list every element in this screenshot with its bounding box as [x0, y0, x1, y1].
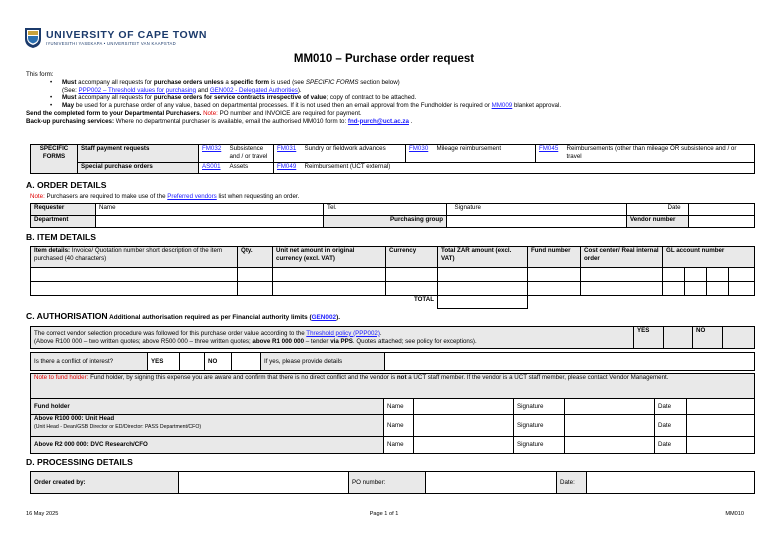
backup-instructions: Back-up purchasing services: Where no departmental purchaser is available, email the authorised MM010 form to: fnd-purch@uct.ac.za . [26, 117, 413, 125]
conflict-details-field[interactable] [385, 353, 755, 371]
link-fm049[interactable]: FM049 [277, 163, 297, 170]
this-form-label: This form: [26, 71, 54, 78]
footer-code: MM010 [725, 511, 744, 517]
col-gl-account: GL account number [663, 247, 755, 268]
link-gen002[interactable]: GEN002 - Delegated Authorities [209, 86, 298, 94]
page-title: MM010 – Purchase order request [293, 53, 475, 65]
date-field[interactable] [689, 204, 755, 216]
dvc-signature-field[interactable] [565, 437, 655, 454]
university-name: UNIVERSITY OF CAPE TOWN [46, 28, 208, 41]
preferred-vendors-link[interactable]: Preferred vendors [167, 193, 217, 200]
date-label: Date [655, 399, 687, 415]
link-fm045[interactable]: FM045 [539, 145, 559, 152]
dvc-research-label: Above R2 000 000: DVC Research/CFO [31, 437, 384, 454]
staff-payment-requests: Staff payment requests [78, 145, 199, 163]
special-purchase-orders: Special purchase orders [78, 163, 199, 174]
col-total-zar: Total ZAR amount (excl. VAT) [438, 247, 528, 268]
table-row [31, 268, 755, 282]
link-ppp002[interactable]: PPP002 – Threshold values for purchasing [78, 86, 197, 94]
col-qty: Qty. [238, 247, 273, 268]
date-label: Date [655, 415, 687, 437]
fund-holder-table [30, 373, 755, 454]
requester-name-field[interactable] [131, 204, 324, 216]
footer-date: 16 May 2025 [26, 511, 59, 517]
item-details-heading: B. ITEM DETAILS [26, 232, 97, 242]
order-created-by-field[interactable] [179, 472, 349, 494]
conflict-no-label: NO [205, 353, 232, 371]
dvc-date-field[interactable] [687, 437, 755, 454]
intro-item-1: • Must accompany all requests for purchase orders unless a specific form is used (see SPECIFIC FORMS section below) [50, 78, 400, 86]
dvc-name-field[interactable] [414, 437, 514, 454]
total-label: TOTAL [31, 296, 438, 309]
as001-desc: Assets [227, 163, 274, 174]
conflict-yes-box[interactable] [180, 353, 205, 371]
authorisation-heading: C. AUTHORISATION Additional authorisation required as per Financial authority limits (GEN002). [26, 311, 340, 321]
unit-head-name-field[interactable] [414, 415, 514, 437]
signature-label: Signature [514, 437, 565, 454]
col-item-details: Item details: Invoice/ Quotation number short description of the item purchased (40 characters) [31, 247, 238, 268]
uct-logo [24, 27, 207, 49]
if-yes-label: If yes, please provide details [261, 353, 385, 371]
order-created-by-label: Order created by: [31, 472, 179, 494]
vendor-selection-table [30, 326, 755, 349]
vendor-no-label: NO [693, 327, 723, 349]
signature-label: Signature [514, 415, 565, 437]
unit-head-label: Above R100 000: Unit Head (Unit Head - Dean/GSB Director or ED/Director: PASS Department/CFO) [31, 415, 384, 437]
processing-date-field[interactable] [587, 472, 755, 494]
date-label: Date [665, 204, 689, 216]
table-row [31, 282, 755, 296]
fund-holder-label: Fund holder [31, 399, 384, 415]
col-currency: Currency [386, 247, 438, 268]
processing-details-heading: D. PROCESSING DETAILS [26, 457, 133, 467]
footer-page: Page 1 of 1 [369, 511, 399, 517]
intro-item-1-see: (See: PPP002 – Threshold values for purchasing and GEN002 - Delegated Authorities). [62, 86, 302, 94]
uct-crest-icon [24, 27, 42, 49]
purchasing-group-label: Purchasing group [324, 216, 447, 228]
unit-head-date-field[interactable] [687, 415, 755, 437]
fm030-desc: Mileage reimbursement [434, 145, 536, 163]
name-label: Name [384, 415, 414, 437]
requester-label: Requester [31, 204, 96, 216]
col-unit-amount: Unit net amount in original currency (excl. VAT) [273, 247, 386, 268]
tel-field[interactable] [347, 204, 447, 216]
vendor-yes-box[interactable] [664, 327, 693, 349]
link-mm009[interactable]: MM009 [491, 102, 513, 109]
link-fm030[interactable]: FM030 [409, 145, 429, 152]
intro-list [26, 79, 751, 110]
link-fm032[interactable]: FM032 [202, 145, 222, 152]
university-subtitle: IYUNIVESITHI YASEKAPA • UNIVERSITEIT VAN KAAPSTAD [46, 41, 176, 47]
order-details-table [30, 203, 755, 228]
purchasing-email-link[interactable]: fnd-purch@uct.ac.za [347, 117, 409, 125]
tel-label: Tel. [324, 204, 347, 216]
total-field[interactable] [438, 296, 528, 309]
name-label: Name [96, 204, 131, 216]
specific-forms-label: SPECIFIC FORMS [31, 145, 78, 174]
date-label: Date [655, 437, 687, 454]
item-details-table [30, 246, 755, 309]
conflict-no-box[interactable] [232, 353, 261, 371]
vendor-yes-label: YES [634, 327, 664, 349]
processing-table [30, 471, 755, 494]
po-number-field[interactable] [426, 472, 557, 494]
fm032-desc: Subsistence and / or travel [227, 145, 274, 163]
intro-item-3: • May be used for a purchase order of any value, based on departmental processes. If it is not used then an email approval from the Fundholder is required or MM009 blanket approval. [50, 102, 562, 109]
link-gen002-auth[interactable]: GEN002 [311, 314, 337, 321]
intro-item-2: • Must accompany all requests for purchase orders for service contracts irrespective of value; copy of contract to be attached. [50, 94, 417, 102]
fm045-desc: Reimbursements (other than mileage OR subsistence and / or travel [564, 145, 755, 163]
fund-holder-name-field[interactable] [414, 399, 514, 415]
vendor-number-field[interactable] [689, 216, 755, 228]
fund-holder-date-field[interactable] [687, 399, 755, 415]
signature-label: Signature [454, 204, 481, 211]
link-fm031[interactable]: FM031 [277, 145, 297, 152]
order-note: Note: Purchasers are required to make use of the Preferred vendors list when requesting an order. [30, 193, 300, 200]
po-number-label: PO number: [349, 472, 426, 494]
fm049-desc: Reimbursement (UCT external) [302, 163, 755, 174]
signature-field[interactable] [454, 204, 627, 216]
conflict-table [30, 352, 755, 371]
unit-head-signature-field[interactable] [565, 415, 655, 437]
processing-date-label: Date: [557, 472, 587, 494]
conflict-question: Is there a conflict of interest? [31, 353, 148, 371]
col-cost-center: Cost center/ Real internal order [581, 247, 663, 268]
order-details-heading: A. ORDER DETAILS [26, 180, 107, 190]
name-label: Name [384, 399, 414, 415]
department-field[interactable] [96, 216, 324, 228]
threshold-policy-link[interactable]: Threshold policy (PPP002) [306, 329, 380, 337]
purchasing-group-field[interactable] [447, 216, 627, 228]
name-label: Name [384, 437, 414, 454]
link-as001[interactable]: AS001 [202, 163, 221, 170]
signature-label: Signature [514, 399, 565, 415]
fund-holder-note: Note to fund holder: Fund holder, by signing this expense you are aware and confirm that there is no direct conflict and the vendor is not a UCT staff member. If the vendor is a UCT staff member, please contact Vendor Management. [31, 374, 755, 399]
intro-section [26, 71, 751, 125]
fund-holder-signature-field[interactable] [565, 399, 655, 415]
vendor-no-box[interactable] [723, 327, 755, 349]
department-label: Department [31, 216, 96, 228]
col-fund-number: Fund number [528, 247, 581, 268]
specific-forms-table [30, 144, 755, 174]
send-instructions: Send the completed form to your Departmental Purchasers. Note: PO number and INVOICE are required for payment. [26, 109, 362, 117]
vendor-selection-statement: The correct vendor selection procedure was followed for this purchase order value according to the Threshold policy (PPP002). (Above R100 000 – two written quotes; above R500 000 – three written quotes; above R1 000 000 – tender via PPS. Quotes attached; see policy for exceptions). [31, 327, 634, 349]
conflict-yes-label: YES [148, 353, 180, 371]
vendor-number-label: Vendor number [627, 216, 689, 228]
fm031-desc: Sundry or fieldwork advances [302, 145, 406, 163]
